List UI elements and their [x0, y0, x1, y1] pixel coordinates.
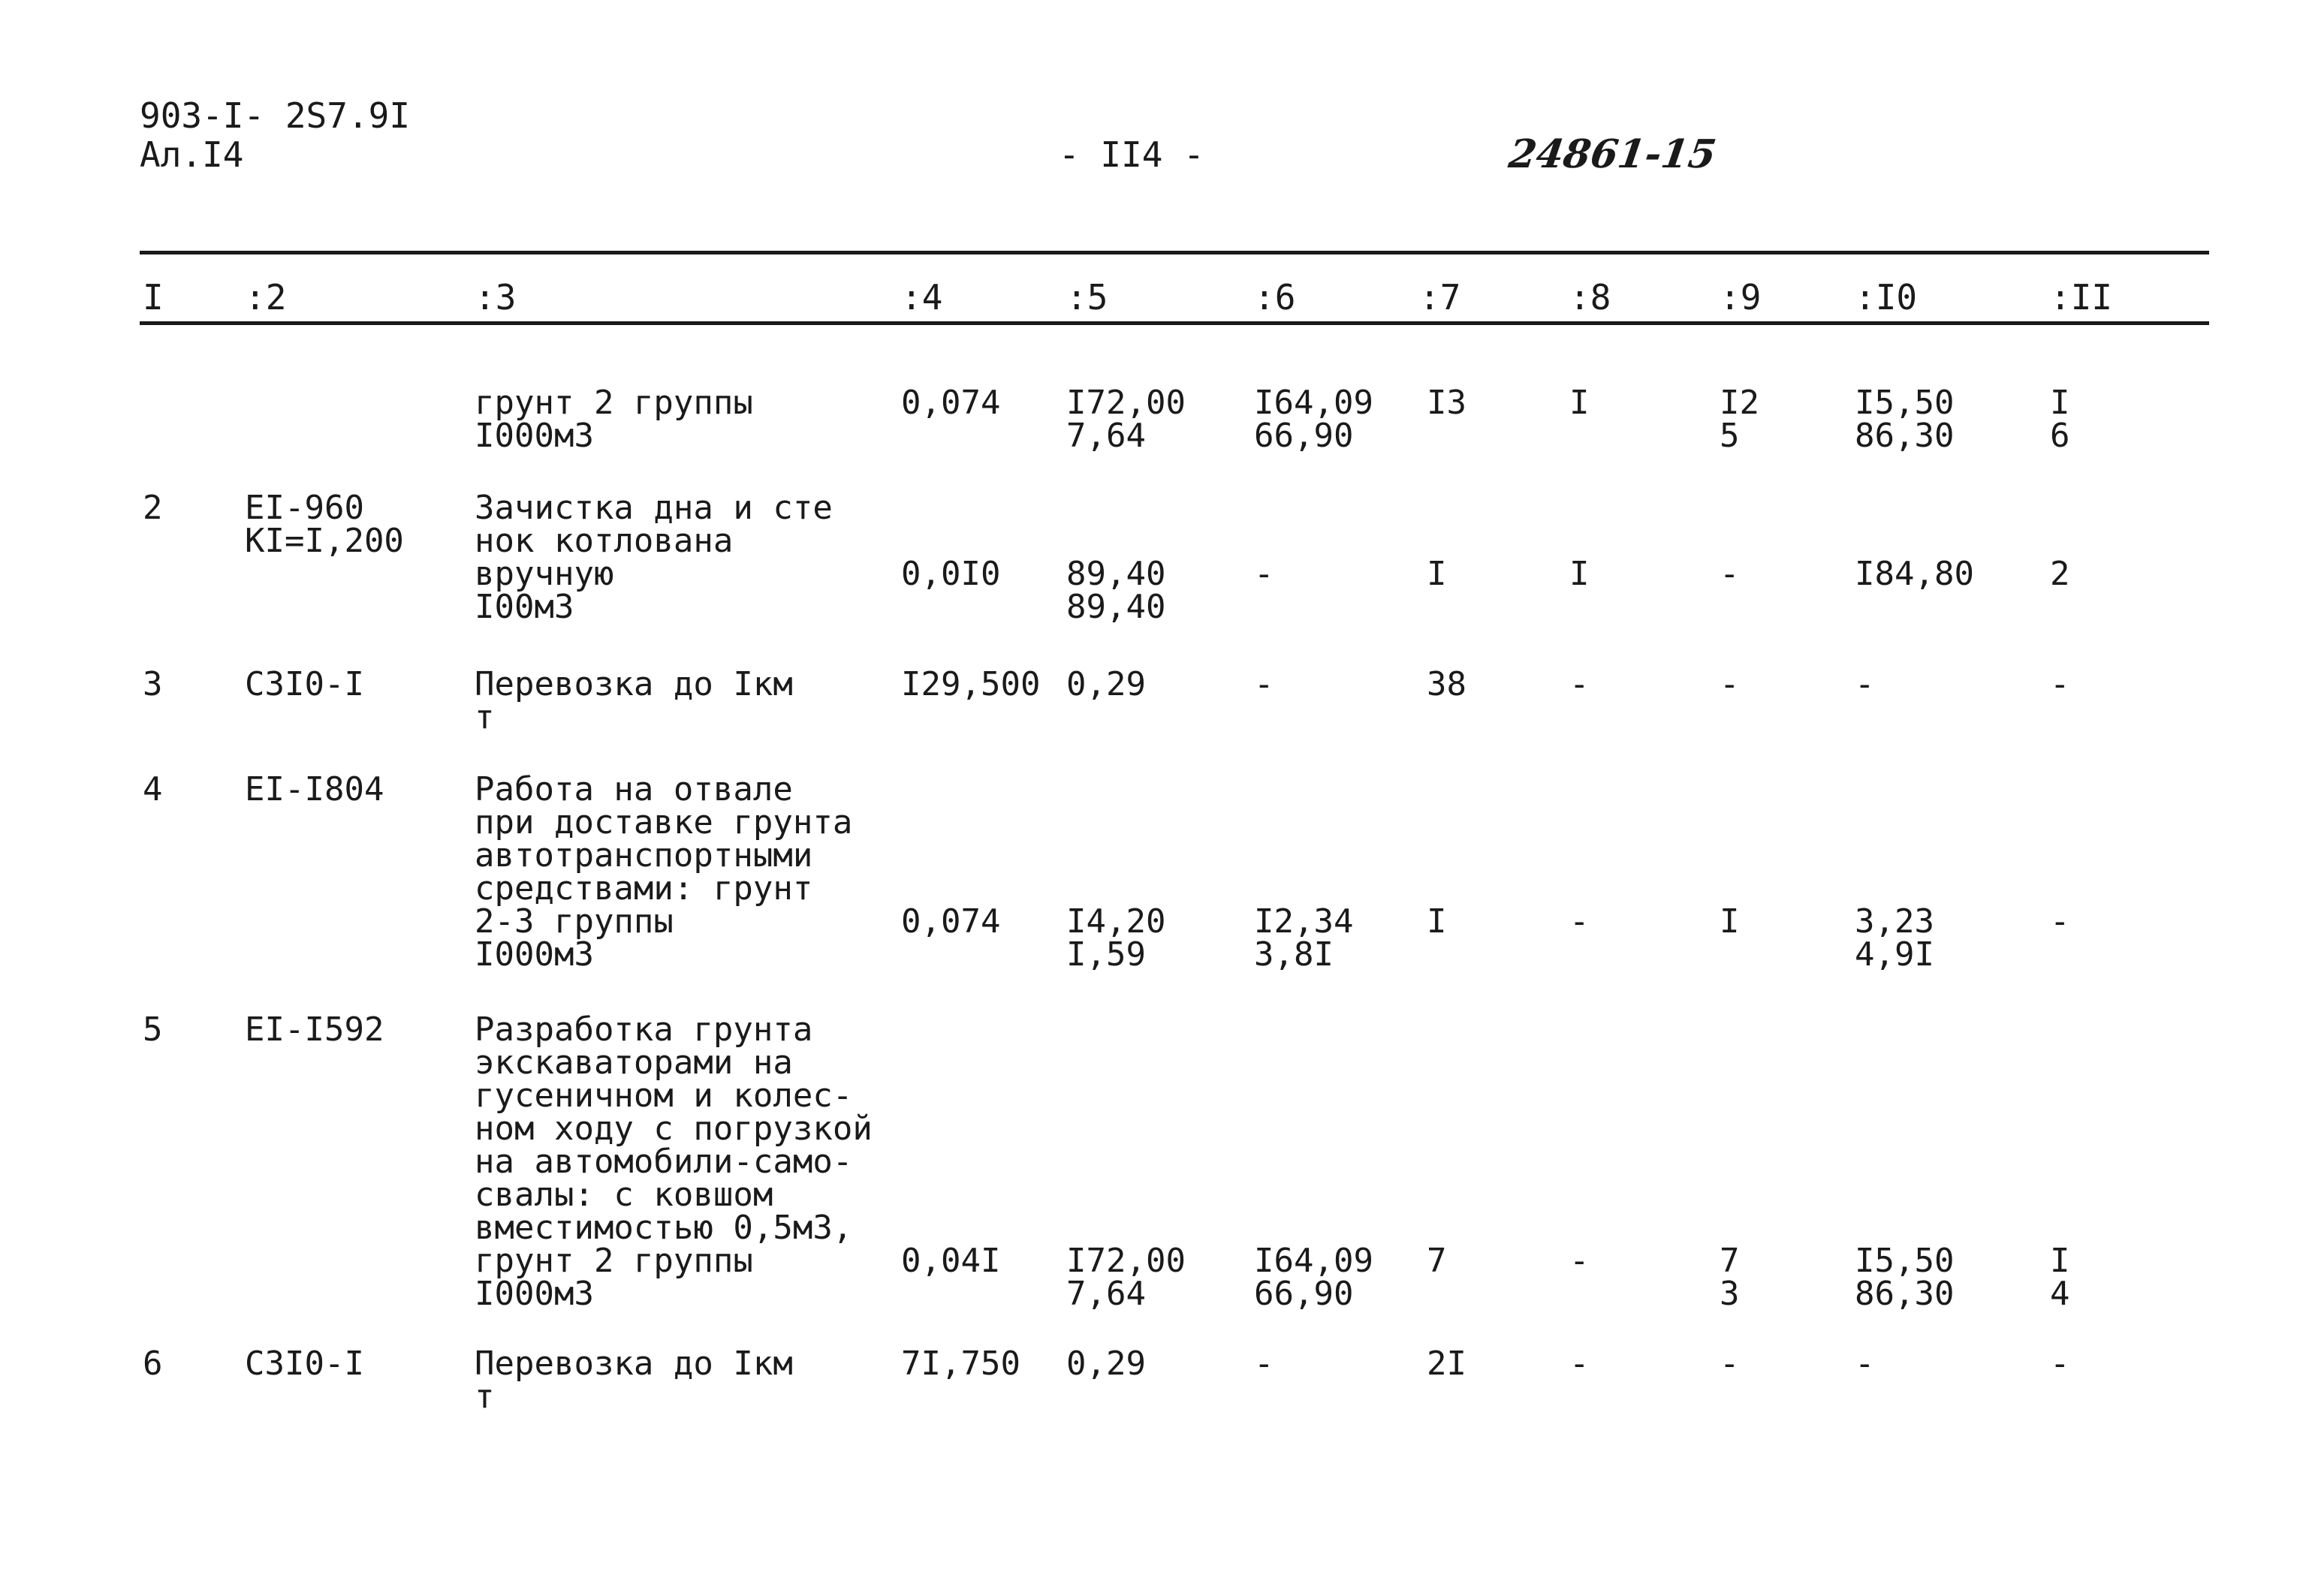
column-10-value-line: 3,23 [1855, 902, 1934, 941]
page-number: - II4 - [1059, 134, 1204, 175]
column-9-value [1720, 1345, 1740, 1383]
column-number-9: :9 [1720, 277, 1762, 318]
column-5-value [1066, 1345, 1146, 1383]
column-9-value-line: - [1720, 555, 1740, 593]
column-10-value-line: - [1855, 1345, 1875, 1383]
work-description-line: Зачистка дна и сте [475, 489, 833, 527]
rate-code [245, 489, 404, 560]
column-10-value [1855, 902, 1934, 974]
column-7-value: 7 [1427, 1242, 1447, 1280]
work-description-line: вручную [475, 555, 614, 593]
rate-code-line: EI-I804 [245, 770, 384, 809]
work-description [475, 1345, 793, 1416]
column-11-value [2050, 902, 2070, 941]
column-number-11: :II [2050, 277, 2113, 318]
row-number: 2 [143, 489, 163, 527]
column-6-value-line: - [1254, 555, 1274, 593]
column-8-value: I [1569, 555, 1590, 593]
column-9-value-line: 7 [1720, 1242, 1740, 1280]
column-8-value: - [1569, 665, 1590, 703]
work-description-line: I00м3 [475, 588, 574, 626]
work-description [475, 770, 853, 974]
column-5-value-line: I72,00 [1066, 384, 1186, 422]
column-9-value-line: - [1720, 1345, 1740, 1383]
quantity: 0,04I [901, 1242, 1001, 1280]
row-number: 6 [143, 1345, 163, 1383]
column-10-value-line: I5,50 [1855, 384, 1955, 422]
column-5-value [1066, 555, 1166, 626]
column-10-value [1855, 1242, 1955, 1313]
column-6-value-line: I64,09 [1254, 1242, 1373, 1280]
column-5-value-line: 7,64 [1066, 417, 1146, 455]
column-5-value-line: 89,40 [1066, 588, 1166, 626]
row-number: 4 [143, 770, 163, 809]
column-11-value-line: - [2050, 1345, 2070, 1383]
row-number: 3 [143, 665, 163, 703]
column-6-value-line: - [1254, 665, 1274, 703]
column-5-value-line: 0,29 [1066, 1345, 1146, 1383]
column-7-value: 2I [1427, 1345, 1466, 1383]
column-number-3: :3 [475, 277, 517, 318]
quantity: 0,074 [901, 384, 1001, 422]
column-6-value-line: 66,90 [1254, 1275, 1354, 1313]
column-5-value [1066, 1242, 1186, 1313]
column-number-2: :2 [245, 277, 287, 318]
column-6-value [1254, 555, 1274, 593]
quantity: 7I,750 [901, 1345, 1020, 1383]
column-11-value [2050, 1345, 2070, 1383]
quantity: I29,500 [901, 665, 1041, 703]
column-6-value [1254, 1345, 1274, 1383]
work-description-line: Работа на отвале [475, 770, 793, 809]
work-description [475, 665, 793, 736]
document-code: 903-I- 2S7.9I [140, 95, 411, 136]
work-description-line: вместимостью 0,5м3, [475, 1209, 853, 1247]
column-8-value: - [1569, 902, 1590, 941]
work-description-line: средствами: грунт [475, 869, 813, 908]
column-8-value: - [1569, 1345, 1590, 1383]
column-7-value: I [1427, 902, 1447, 941]
rate-code [245, 665, 364, 703]
column-5-value-line: 0,29 [1066, 665, 1146, 703]
column-6-value-line: I64,09 [1254, 384, 1373, 422]
column-11-value [2050, 555, 2070, 593]
column-10-value-line: 86,30 [1855, 1275, 1955, 1313]
column-10-value-line: I5,50 [1855, 1242, 1955, 1280]
work-description-line: Перевозка до Iкм [475, 1345, 793, 1383]
column-number-5: :5 [1066, 277, 1108, 318]
column-11-value [2050, 1242, 2070, 1313]
rate-code [245, 1010, 384, 1049]
column-number-4: :4 [901, 277, 943, 318]
work-description-line: I000м3 [475, 935, 594, 974]
quantity: 0,074 [901, 902, 1001, 941]
work-description-line: 2-3 группы [475, 902, 674, 941]
work-description [475, 489, 833, 626]
column-9-value [1720, 665, 1740, 703]
column-10-value [1855, 665, 1875, 703]
column-7-value: 38 [1427, 665, 1466, 703]
rate-code-line: C3I0-I [245, 1345, 364, 1383]
work-description-line: ном ходу с погрузкой [475, 1110, 873, 1148]
column-11-value-line: - [2050, 665, 2070, 703]
column-5-value-line: I72,00 [1066, 1242, 1186, 1280]
column-number-6: :6 [1254, 277, 1296, 318]
column-11-value-line: 4 [2050, 1275, 2070, 1313]
column-8-value: - [1569, 1242, 1590, 1280]
column-5-value [1066, 902, 1166, 974]
column-6-value [1254, 384, 1373, 455]
work-description-line: I000м3 [475, 1275, 594, 1313]
column-10-value-line: 86,30 [1855, 417, 1955, 455]
column-number-7: :7 [1419, 277, 1461, 318]
column-6-value-line: - [1254, 1345, 1274, 1383]
column-5-value [1066, 665, 1146, 703]
column-7-value: I3 [1427, 384, 1466, 422]
work-description-line: грунт 2 группы [475, 1242, 753, 1280]
column-10-value-line: - [1855, 665, 1875, 703]
column-9-value-line: - [1720, 665, 1740, 703]
column-8-value: I [1569, 384, 1590, 422]
column-6-value-line: I2,34 [1254, 902, 1354, 941]
work-description-line: т [475, 698, 495, 736]
work-description-line: гусеничном и колес- [475, 1077, 853, 1115]
rate-code [245, 770, 384, 809]
work-description-line: I000м3 [475, 417, 594, 455]
column-9-value-line: 3 [1720, 1275, 1740, 1313]
column-9-value [1720, 384, 1759, 455]
column-9-value-line: I2 [1720, 384, 1759, 422]
column-11-value-line: 2 [2050, 555, 2070, 593]
table-header-rule [140, 321, 2209, 325]
column-9-value [1720, 902, 1740, 941]
column-11-value-line: I [2050, 384, 2070, 422]
column-5-value-line: I,59 [1066, 935, 1146, 974]
work-description-line: т [475, 1378, 495, 1416]
work-description-line: нок котлована [475, 522, 734, 560]
column-11-value [2050, 665, 2070, 703]
work-description-line: при доставке грунта [475, 803, 853, 842]
work-description-line: свалы: с ковшом [475, 1176, 773, 1214]
table-top-rule [140, 251, 2209, 254]
rate-code [245, 1345, 364, 1383]
row-number: 5 [143, 1010, 163, 1049]
column-5-value [1066, 384, 1186, 455]
work-description [475, 384, 753, 455]
work-description-line: экскаваторами на [475, 1043, 793, 1082]
column-9-value [1720, 555, 1740, 593]
work-description-line: Перевозка до Iкм [475, 665, 793, 703]
column-5-value-line: 7,64 [1066, 1275, 1146, 1313]
column-6-value-line: 3,8I [1254, 935, 1334, 974]
work-description-line: автотранспортными [475, 836, 813, 875]
work-description-line: на автомобили-само- [475, 1143, 853, 1181]
column-10-value [1855, 555, 1974, 593]
column-5-value-line: 89,40 [1066, 555, 1166, 593]
rate-code-line: KI=I,200 [245, 522, 404, 560]
work-description-line: грунт 2 группы [475, 384, 753, 422]
column-6-value [1254, 902, 1354, 974]
column-5-value-line: I4,20 [1066, 902, 1166, 941]
column-10-value-line: 4,9I [1855, 935, 1934, 974]
rate-code-line: EI-960 [245, 489, 364, 527]
handwritten-inventory-number: 24861-15 [1506, 131, 1720, 177]
column-7-value: I [1427, 555, 1447, 593]
column-10-value [1855, 1345, 1875, 1383]
column-11-value [2050, 384, 2070, 455]
work-description-line: Разработка грунта [475, 1010, 813, 1049]
column-10-value [1855, 384, 1955, 455]
column-11-value-line: - [2050, 902, 2070, 941]
column-6-value [1254, 1242, 1373, 1313]
column-9-value-line: 5 [1720, 417, 1740, 455]
quantity: 0,0I0 [901, 555, 1001, 593]
column-6-value [1254, 665, 1274, 703]
column-10-value-line: I84,80 [1855, 555, 1974, 593]
column-number-1: I [143, 277, 164, 318]
column-6-value-line: 66,90 [1254, 417, 1354, 455]
column-number-8: :8 [1569, 277, 1611, 318]
sheet-label: Ал.I4 [140, 134, 244, 175]
column-9-value-line: I [1720, 902, 1740, 941]
rate-code-line: C3I0-I [245, 665, 364, 703]
work-description [475, 1010, 873, 1313]
rate-code-line: EI-I592 [245, 1010, 384, 1049]
column-number-10: :I0 [1855, 277, 1918, 318]
column-11-value-line: I [2050, 1242, 2070, 1280]
column-11-value-line: 6 [2050, 417, 2070, 455]
column-9-value [1720, 1242, 1740, 1313]
